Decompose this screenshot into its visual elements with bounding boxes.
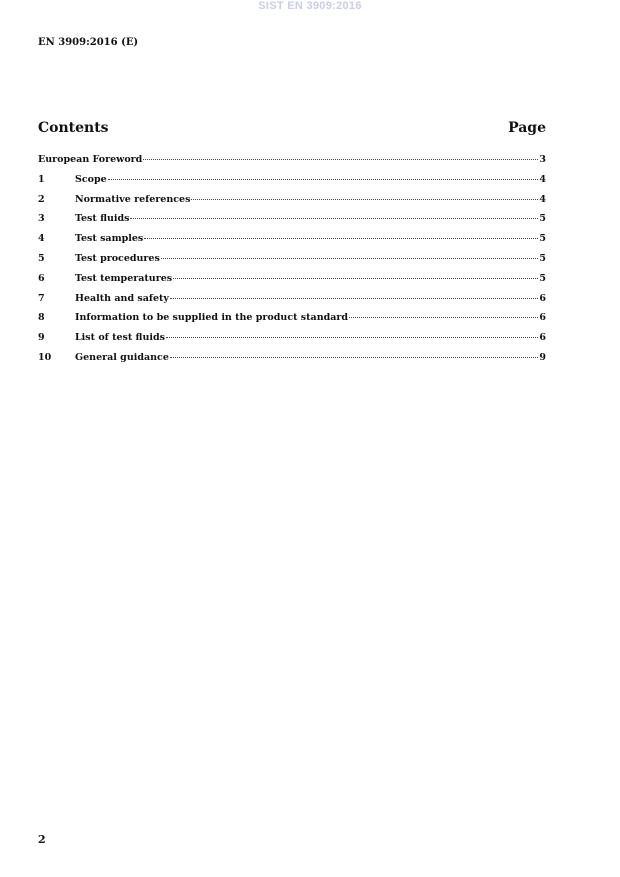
table-of-contents xyxy=(38,154,546,372)
toc-entry-number: 5 xyxy=(38,252,45,264)
toc-entry-page: 6 xyxy=(539,292,546,304)
toc-leader-dots xyxy=(161,258,539,259)
toc-entry-number: 2 xyxy=(38,193,45,205)
toc-entry-number: 7 xyxy=(38,292,45,304)
toc-leader-dots xyxy=(170,357,538,358)
toc-entry-page: 6 xyxy=(539,332,546,344)
watermark: SIST EN 3909:2016 xyxy=(258,0,362,12)
toc-leader-dots xyxy=(143,159,538,160)
toc-entry-page: 3 xyxy=(539,154,546,165)
toc-heading: Contents xyxy=(38,120,109,136)
toc-entry-test-procedures[interactable] xyxy=(38,253,546,273)
toc-entry-title: Normative references xyxy=(75,193,191,205)
toc-entry-number: 6 xyxy=(38,272,45,284)
toc-entry-scope[interactable] xyxy=(38,174,546,194)
toc-leader-dots xyxy=(173,278,538,279)
toc-entry-title: Scope xyxy=(75,173,107,185)
toc-entry-title: European Foreword xyxy=(38,154,143,165)
toc-page-heading: Page xyxy=(508,120,546,136)
toc-entry-test-temperatures[interactable] xyxy=(38,273,546,293)
toc-leader-dots xyxy=(349,317,538,318)
toc-entry-page: 6 xyxy=(539,312,546,324)
toc-leader-dots xyxy=(130,218,538,219)
toc-entry-test-samples[interactable] xyxy=(38,233,546,253)
toc-entry-title: Test samples xyxy=(75,233,144,245)
toc-entry-title: List of test fluids xyxy=(75,332,165,344)
toc-entry-page: 4 xyxy=(539,173,546,185)
toc-entry-title: Information to be supplied in the product standard xyxy=(75,312,349,324)
toc-entry-information-supplied[interactable] xyxy=(38,312,546,332)
toc-entry-title: Test fluids xyxy=(75,213,130,225)
toc-leader-dots xyxy=(166,337,538,338)
toc-entry-number: 4 xyxy=(38,233,45,245)
toc-entry-number: 9 xyxy=(38,332,45,344)
toc-entry-general-guidance[interactable] xyxy=(38,352,546,372)
toc-leader-dots xyxy=(108,179,539,180)
toc-entry-foreword[interactable] xyxy=(38,154,546,174)
page-number: 2 xyxy=(38,833,46,846)
toc-entry-number: 3 xyxy=(38,213,45,225)
toc-heading-row xyxy=(38,120,546,136)
toc-leader-dots xyxy=(170,298,538,299)
toc-entry-number: 10 xyxy=(38,351,52,363)
toc-entry-page: 5 xyxy=(539,213,546,225)
toc-leader-dots xyxy=(144,238,538,239)
toc-entry-title: Health and safety xyxy=(75,292,169,304)
toc-entry-health-and-safety[interactable] xyxy=(38,293,546,313)
toc-entry-page: 5 xyxy=(539,252,546,264)
toc-entry-title: General guidance xyxy=(75,351,169,363)
toc-entry-title: Test procedures xyxy=(75,252,160,264)
toc-entry-number: 1 xyxy=(38,173,45,185)
document-identifier: EN 3909:2016 (E) xyxy=(38,37,139,48)
toc-entry-page: 5 xyxy=(539,233,546,245)
toc-entry-page: 5 xyxy=(539,272,546,284)
toc-entry-list-of-test-fluids[interactable] xyxy=(38,332,546,352)
toc-entry-title: Test temperatures xyxy=(75,272,173,284)
toc-entry-page: 4 xyxy=(539,193,546,205)
toc-entry-page: 9 xyxy=(539,351,546,363)
toc-entry-normative-references[interactable] xyxy=(38,194,546,214)
toc-entry-number: 8 xyxy=(38,312,45,324)
toc-leader-dots xyxy=(191,199,538,200)
toc-entry-test-fluids[interactable] xyxy=(38,213,546,233)
